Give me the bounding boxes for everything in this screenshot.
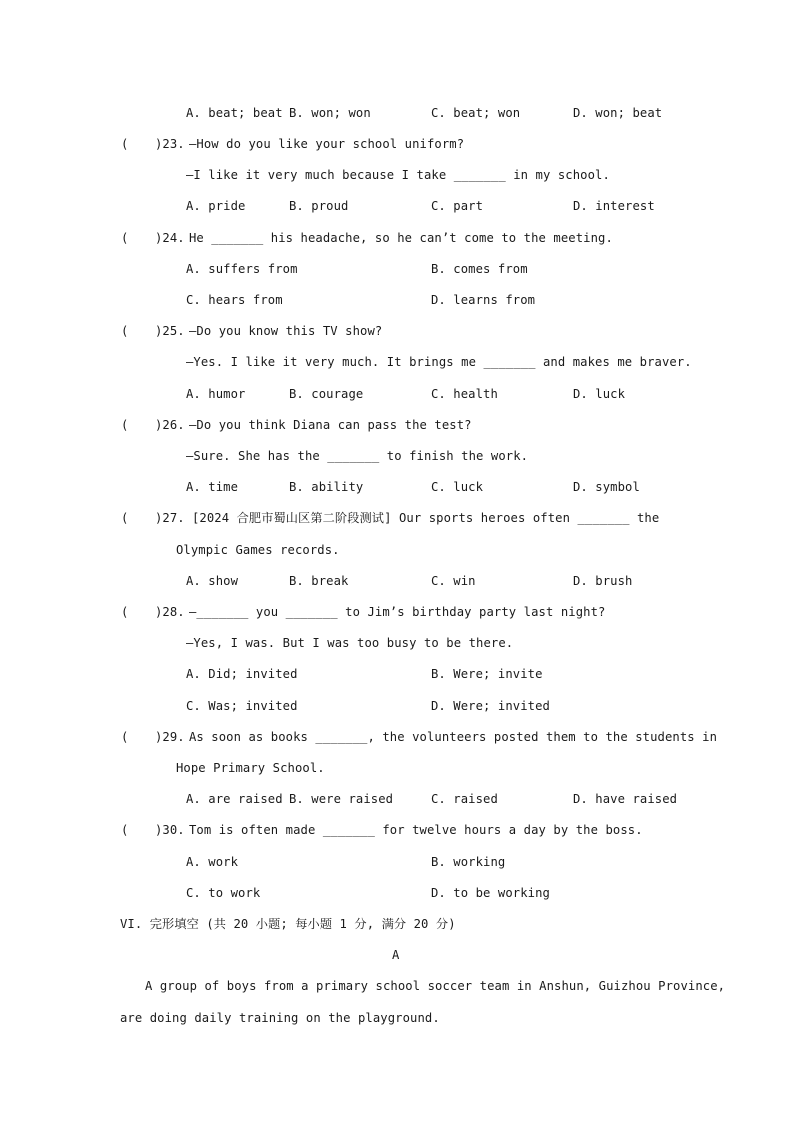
q25-response: —Yes. I like it very much. It brings me _______ and makes me braver. <box>186 355 692 369</box>
q29-number: )29. <box>155 730 185 744</box>
q23-option-c: C. part <box>431 199 484 213</box>
q27-option-a: A. show <box>186 574 239 588</box>
q26-option-d: D. symbol <box>573 480 640 494</box>
passage-line-1: A group of boys from a primary school soccer team in Anshun, Guizhou Province, <box>145 979 726 993</box>
q24-option-d: D. learns from <box>431 293 536 307</box>
q28-response: —Yes, I was. But I was too busy to be there. <box>186 636 514 650</box>
q28-stem: —_______ you _______ to Jim’s birthday party last night? <box>189 605 606 619</box>
q23-stem: —How do you like your school uniform? <box>189 137 465 151</box>
q23-option-d: D. interest <box>573 199 655 213</box>
q26-option-b: B. ability <box>289 480 364 494</box>
q24-stem: He _______ his headache, so he can’t come to the meeting. <box>189 231 613 245</box>
q30-answer-paren: ( <box>121 823 129 837</box>
q25-answer-paren: ( <box>121 324 129 338</box>
section-title: VI. 完形填空 (共 20 小题; 每小题 1 分, 满分 20 分) <box>120 917 456 931</box>
q24-option-a: A. suffers from <box>186 262 298 276</box>
q24-number: )24. <box>155 231 185 245</box>
q23-response: —I like it very much because I take _______ in my school. <box>186 168 610 182</box>
q28-answer-paren: ( <box>121 605 129 619</box>
q23-option-b: B. proud <box>289 199 349 213</box>
q23-option-a: A. pride <box>186 199 246 213</box>
q28-option-c: C. Was; invited <box>186 699 298 713</box>
q27-option-d: D. brush <box>573 574 633 588</box>
q22-option-a: A. beat; beat <box>186 106 283 120</box>
q29-option-c: C. raised <box>431 792 498 806</box>
q30-option-d: D. to be working <box>431 886 550 900</box>
q23-answer-paren: ( <box>121 137 129 151</box>
q27-stem: [2024 合肥市蜀山区第二阶段测试] Our sports heroes often _______ the <box>192 511 660 525</box>
q28-option-b: B. Were; invite <box>431 667 543 681</box>
q27-stem-continued: Olympic Games records. <box>176 543 340 557</box>
q22-option-c: C. beat; won <box>431 106 521 120</box>
q30-stem: Tom is often made _______ for twelve hours a day by the boss. <box>189 823 643 837</box>
passage-line-2: are doing daily training on the playground. <box>120 1011 440 1025</box>
q25-option-d: D. luck <box>573 387 626 401</box>
q23-number: )23. <box>155 137 185 151</box>
q27-answer-paren: ( <box>121 511 129 525</box>
q26-response: —Sure. She has the _______ to finish the work. <box>186 449 529 463</box>
q25-option-a: A. humor <box>186 387 246 401</box>
q24-option-c: C. hears from <box>186 293 283 307</box>
q30-option-b: B. working <box>431 855 506 869</box>
q22-option-b: B. won; won <box>289 106 371 120</box>
q30-option-a: A. work <box>186 855 239 869</box>
q26-number: )26. <box>155 418 185 432</box>
q22-option-d: D. won; beat <box>573 106 663 120</box>
q29-option-d: D. have raised <box>573 792 678 806</box>
q29-stem-continued: Hope Primary School. <box>176 761 325 775</box>
passage-label: A <box>392 948 400 962</box>
q29-answer-paren: ( <box>121 730 129 744</box>
q27-option-c: C. win <box>431 574 476 588</box>
q28-option-a: A. Did; invited <box>186 667 298 681</box>
q28-number: )28. <box>155 605 185 619</box>
q28-option-d: D. Were; invited <box>431 699 550 713</box>
q25-number: )25. <box>155 324 185 338</box>
q29-stem: As soon as books _______, the volunteers posted them to the students in <box>189 730 718 744</box>
q25-option-b: B. courage <box>289 387 364 401</box>
q29-option-a: A. are raised <box>186 792 283 806</box>
q25-option-c: C. health <box>431 387 498 401</box>
q26-answer-paren: ( <box>121 418 129 432</box>
q24-answer-paren: ( <box>121 231 129 245</box>
q26-option-a: A. time <box>186 480 239 494</box>
q24-option-b: B. comes from <box>431 262 528 276</box>
q26-stem: —Do you think Diana can pass the test? <box>189 418 472 432</box>
q26-option-c: C. luck <box>431 480 484 494</box>
q30-number: )30. <box>155 823 185 837</box>
q27-option-b: B. break <box>289 574 349 588</box>
q27-number: )27. <box>155 511 185 525</box>
q25-stem: —Do you know this TV show? <box>189 324 383 338</box>
q29-option-b: B. were raised <box>289 792 394 806</box>
q30-option-c: C. to work <box>186 886 261 900</box>
